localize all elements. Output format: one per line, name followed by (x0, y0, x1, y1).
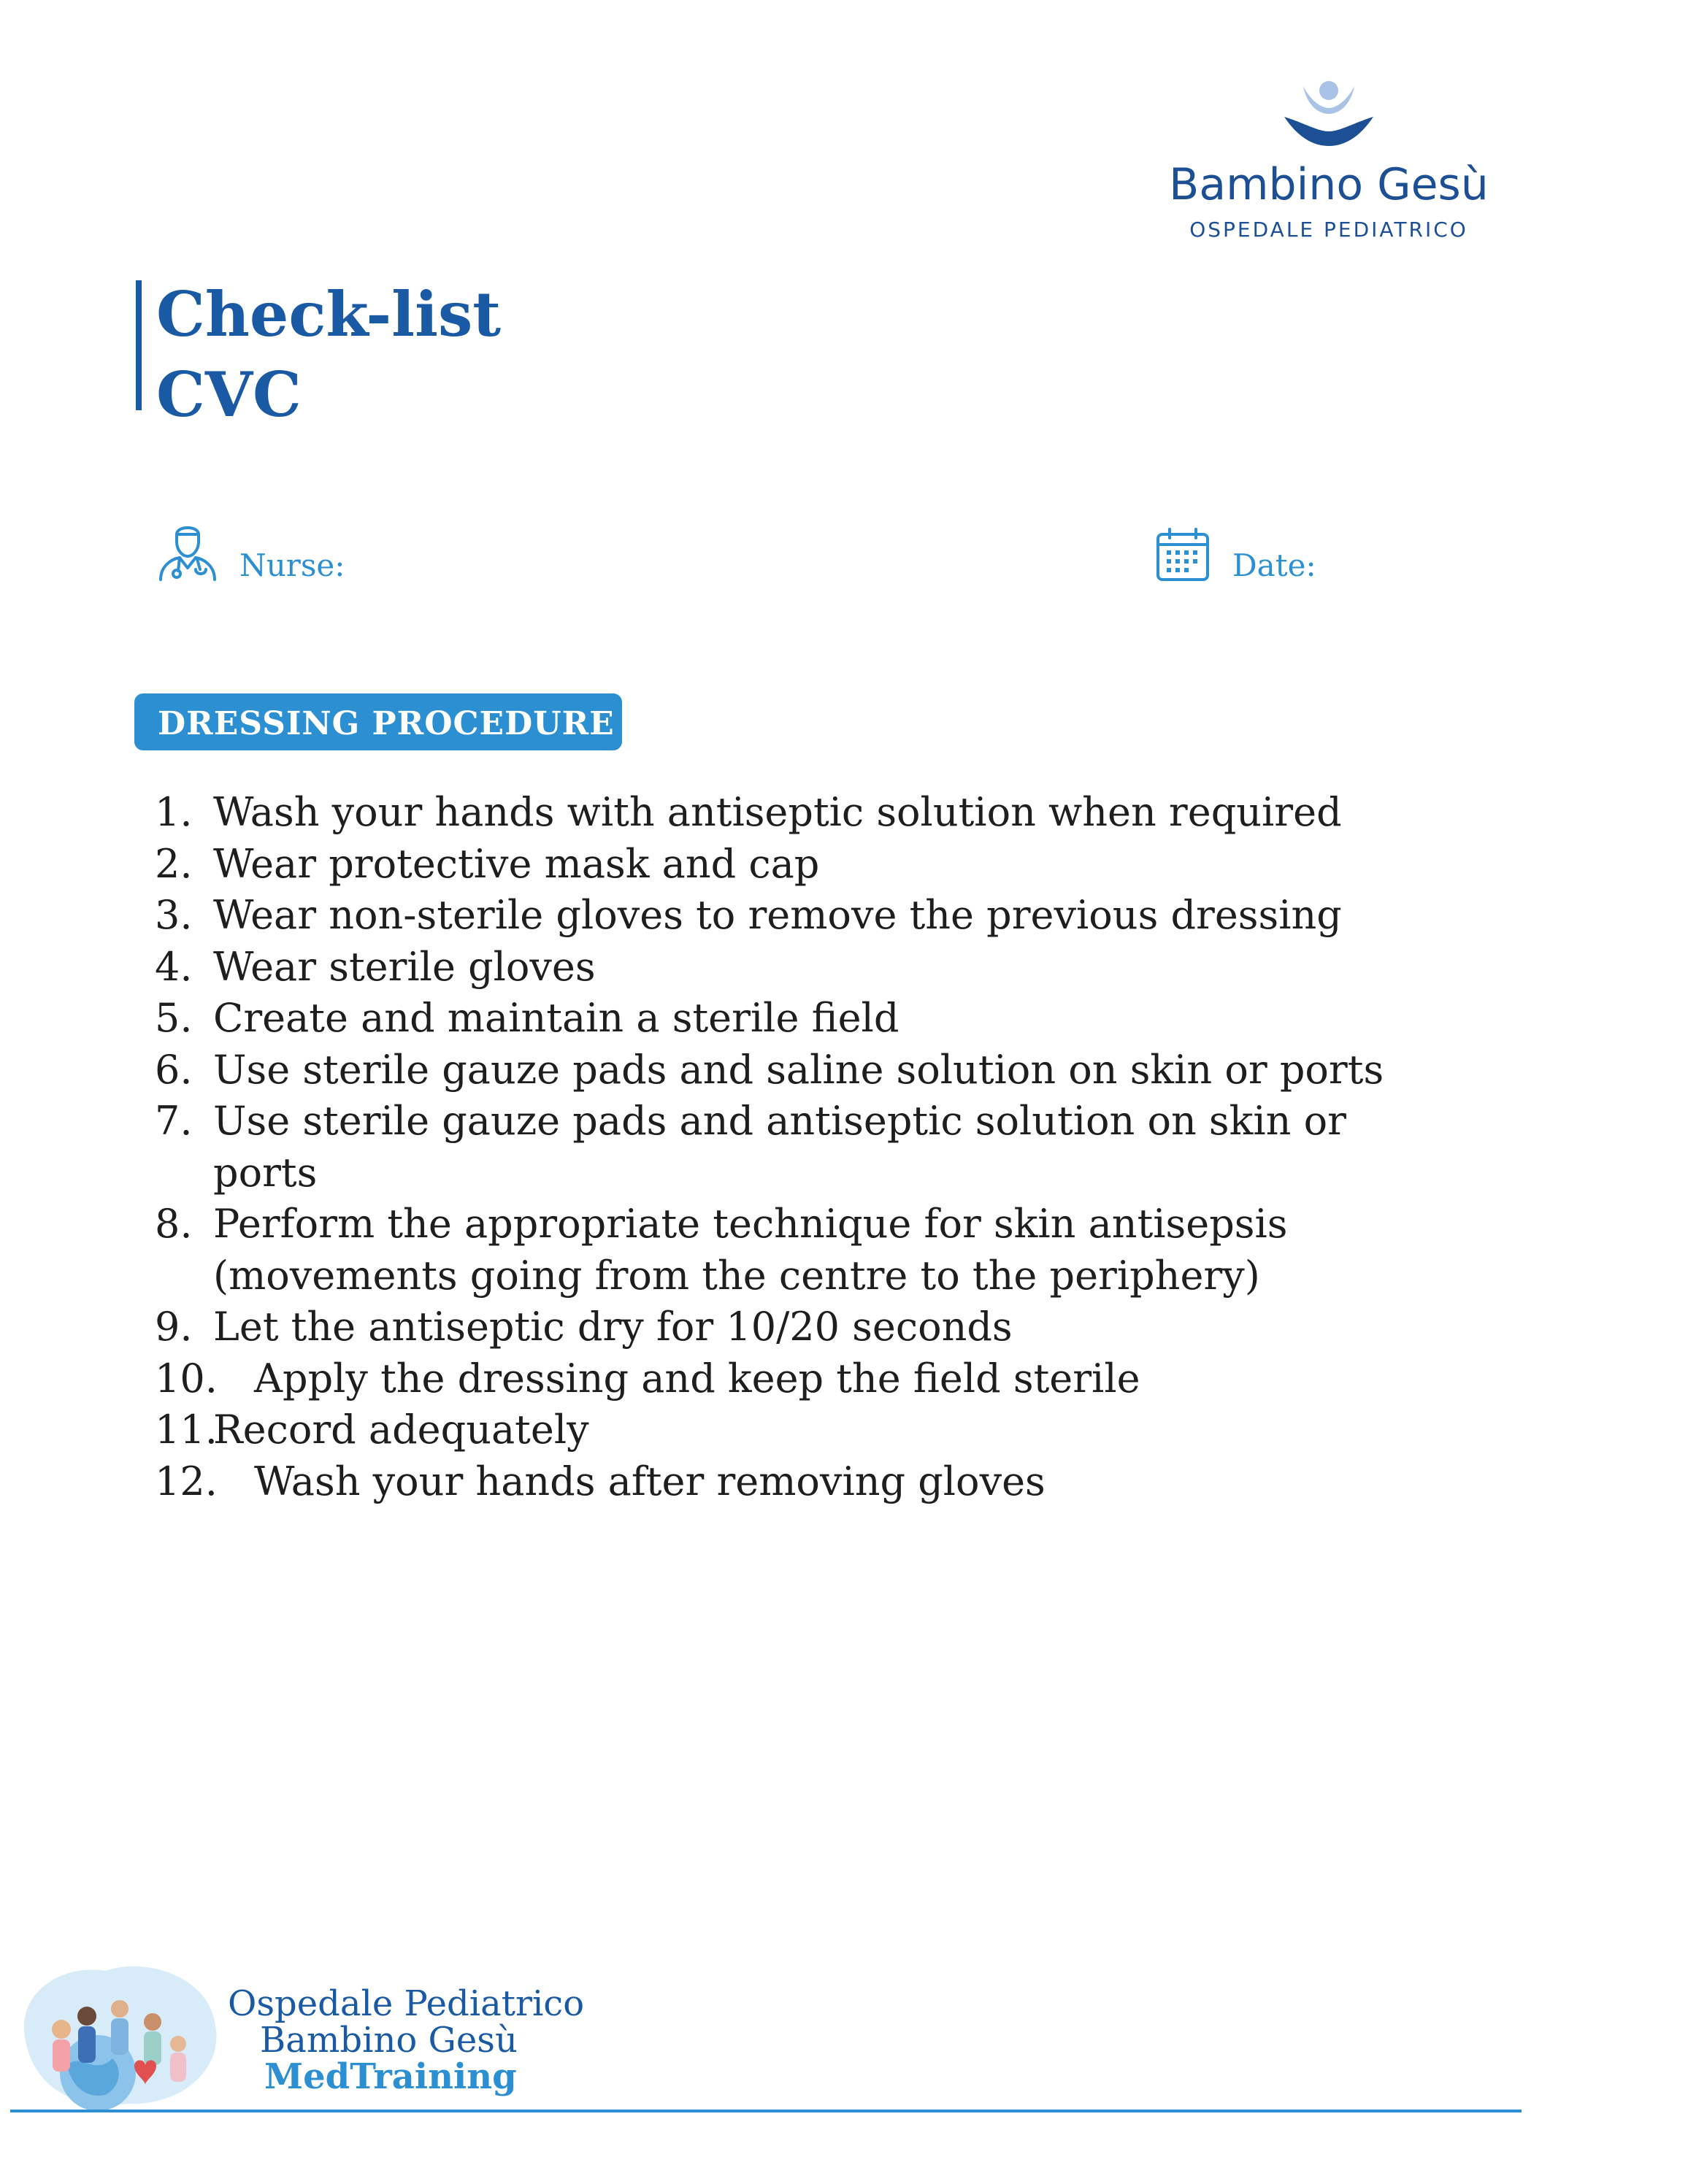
footer-line-1: Ospedale Pediatrico (228, 1983, 585, 2024)
section-badge (134, 693, 622, 750)
step-text: Wash your hands after removing gloves (254, 1458, 1046, 1504)
page-title-line-1: Check-list (156, 278, 502, 350)
step-number: 3. (155, 892, 193, 938)
step-text: Record adequately (213, 1407, 589, 1453)
step-12 (155, 1456, 1411, 1508)
step-number: 2. (155, 840, 193, 887)
footer-line-3: MedTraining (264, 2056, 517, 2097)
step-number: 4. (155, 943, 193, 990)
step-number: 9. (155, 1304, 193, 1350)
step-text: Wear sterile gloves (213, 943, 596, 990)
step-text: Create and maintain a sterile field (213, 995, 899, 1041)
calendar-icon (1155, 527, 1211, 585)
hospital-logo (1168, 79, 1489, 247)
step-text: Wash your hands with antiseptic solution when required (213, 789, 1342, 835)
footer-illustration (10, 1949, 229, 2112)
step-number: 10. (155, 1355, 218, 1401)
date-label: Date: (1232, 547, 1316, 583)
step-text: Let the antiseptic dry for 10/20 seconds (213, 1304, 1013, 1350)
step-text: Wear non-sterile gloves to remove the previous dressing (213, 892, 1342, 938)
step-number: 5. (155, 995, 193, 1041)
step-6 (155, 1045, 1411, 1096)
step-5 (155, 993, 1411, 1045)
step-1 (155, 787, 1411, 839)
step-number: 1. (155, 789, 193, 835)
step-text: Apply the dressing and keep the field sterile (254, 1355, 1140, 1401)
logo-emblem-icon (1281, 79, 1376, 152)
step-text: Perform the appropriate technique for skin antisepsis (movements going from the centre to the periphery) (213, 1201, 1288, 1299)
logo-subtitle: OSPEDALE PEDIATRICO (1189, 218, 1468, 242)
step-8 (155, 1199, 1411, 1301)
footer-divider (10, 2110, 1522, 2112)
nurse-icon (155, 517, 220, 585)
step-text: Use sterile gauze pads and antiseptic solution on skin or ports (213, 1098, 1346, 1196)
section-badge-label: DRESSING PROCEDURE (158, 705, 615, 742)
nurse-label: Nurse: (239, 547, 345, 583)
step-number: 11. (155, 1407, 218, 1453)
step-4 (155, 942, 1411, 993)
step-2 (155, 839, 1411, 891)
step-number: 12. (155, 1458, 218, 1504)
step-7 (155, 1096, 1411, 1199)
step-text: Use sterile gauze pads and saline solution on skin or ports (213, 1046, 1384, 1093)
step-number: 6. (155, 1046, 193, 1093)
dressing-steps-list (155, 787, 1411, 1507)
step-11 (155, 1404, 1411, 1456)
step-3 (155, 890, 1411, 942)
step-number: 8. (155, 1201, 193, 1247)
logo-name: Bambino Gesù (1169, 159, 1489, 210)
footer-line-2: Bambino Gesù (260, 2020, 518, 2061)
step-9 (155, 1301, 1411, 1353)
step-number: 7. (155, 1098, 193, 1144)
page-title-line-2: CVC (156, 358, 302, 431)
page-title (156, 274, 501, 435)
step-10 (155, 1353, 1411, 1405)
step-text: Wear protective mask and cap (213, 840, 820, 887)
title-accent-bar (136, 280, 142, 410)
